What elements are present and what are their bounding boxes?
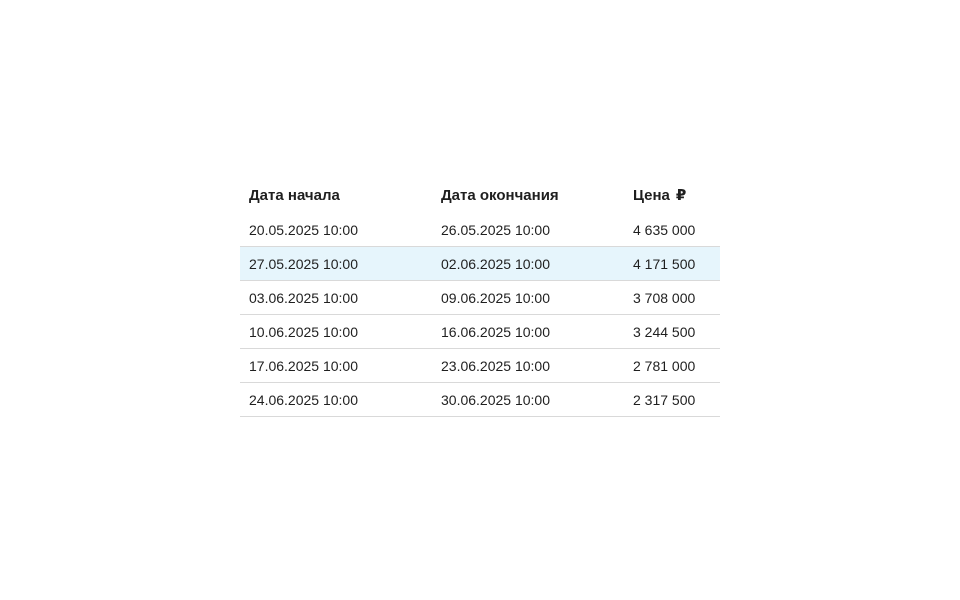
start-date-cell: 03.06.2025 10:00 xyxy=(240,281,432,315)
price-schedule-table xyxy=(240,176,720,417)
table-row[interactable] xyxy=(240,281,720,315)
end-date-cell: 09.06.2025 10:00 xyxy=(432,281,624,315)
table-row[interactable] xyxy=(240,315,720,349)
column-header-price xyxy=(624,176,720,214)
table-body xyxy=(240,214,720,417)
end-date-cell: 23.06.2025 10:00 xyxy=(432,349,624,383)
table-header xyxy=(240,176,720,214)
start-date-cell: 24.06.2025 10:00 xyxy=(240,383,432,417)
header-row xyxy=(240,176,720,214)
price-cell: 3 708 000 xyxy=(624,281,720,315)
price-cell: 2 317 500 xyxy=(624,383,720,417)
start-date-cell: 17.06.2025 10:00 xyxy=(240,349,432,383)
start-date-cell: 10.06.2025 10:00 xyxy=(240,315,432,349)
end-date-cell: 26.05.2025 10:00 xyxy=(432,214,624,247)
price-header-label: Цена xyxy=(633,187,670,204)
end-date-cell: 30.06.2025 10:00 xyxy=(432,383,624,417)
end-date-cell: 16.06.2025 10:00 xyxy=(432,315,624,349)
end-date-cell: 02.06.2025 10:00 xyxy=(432,247,624,281)
price-schedule-table-container xyxy=(240,176,720,417)
start-date-cell: 20.05.2025 10:00 xyxy=(240,214,432,247)
price-cell: 2 781 000 xyxy=(624,349,720,383)
price-cell: 4 171 500 xyxy=(624,247,720,281)
table-row[interactable] xyxy=(240,383,720,417)
ruble-icon: ₽ xyxy=(675,187,687,204)
column-header-end-date: Дата окончания xyxy=(441,186,559,204)
table-row[interactable] xyxy=(240,214,720,247)
price-cell: 4 635 000 xyxy=(624,214,720,247)
table-row[interactable] xyxy=(240,349,720,383)
start-date-cell: 27.05.2025 10:00 xyxy=(240,247,432,281)
column-header-start-date: Дата начала xyxy=(249,186,340,204)
table-row-hovered[interactable] xyxy=(240,247,720,281)
price-cell: 3 244 500 xyxy=(624,315,720,349)
